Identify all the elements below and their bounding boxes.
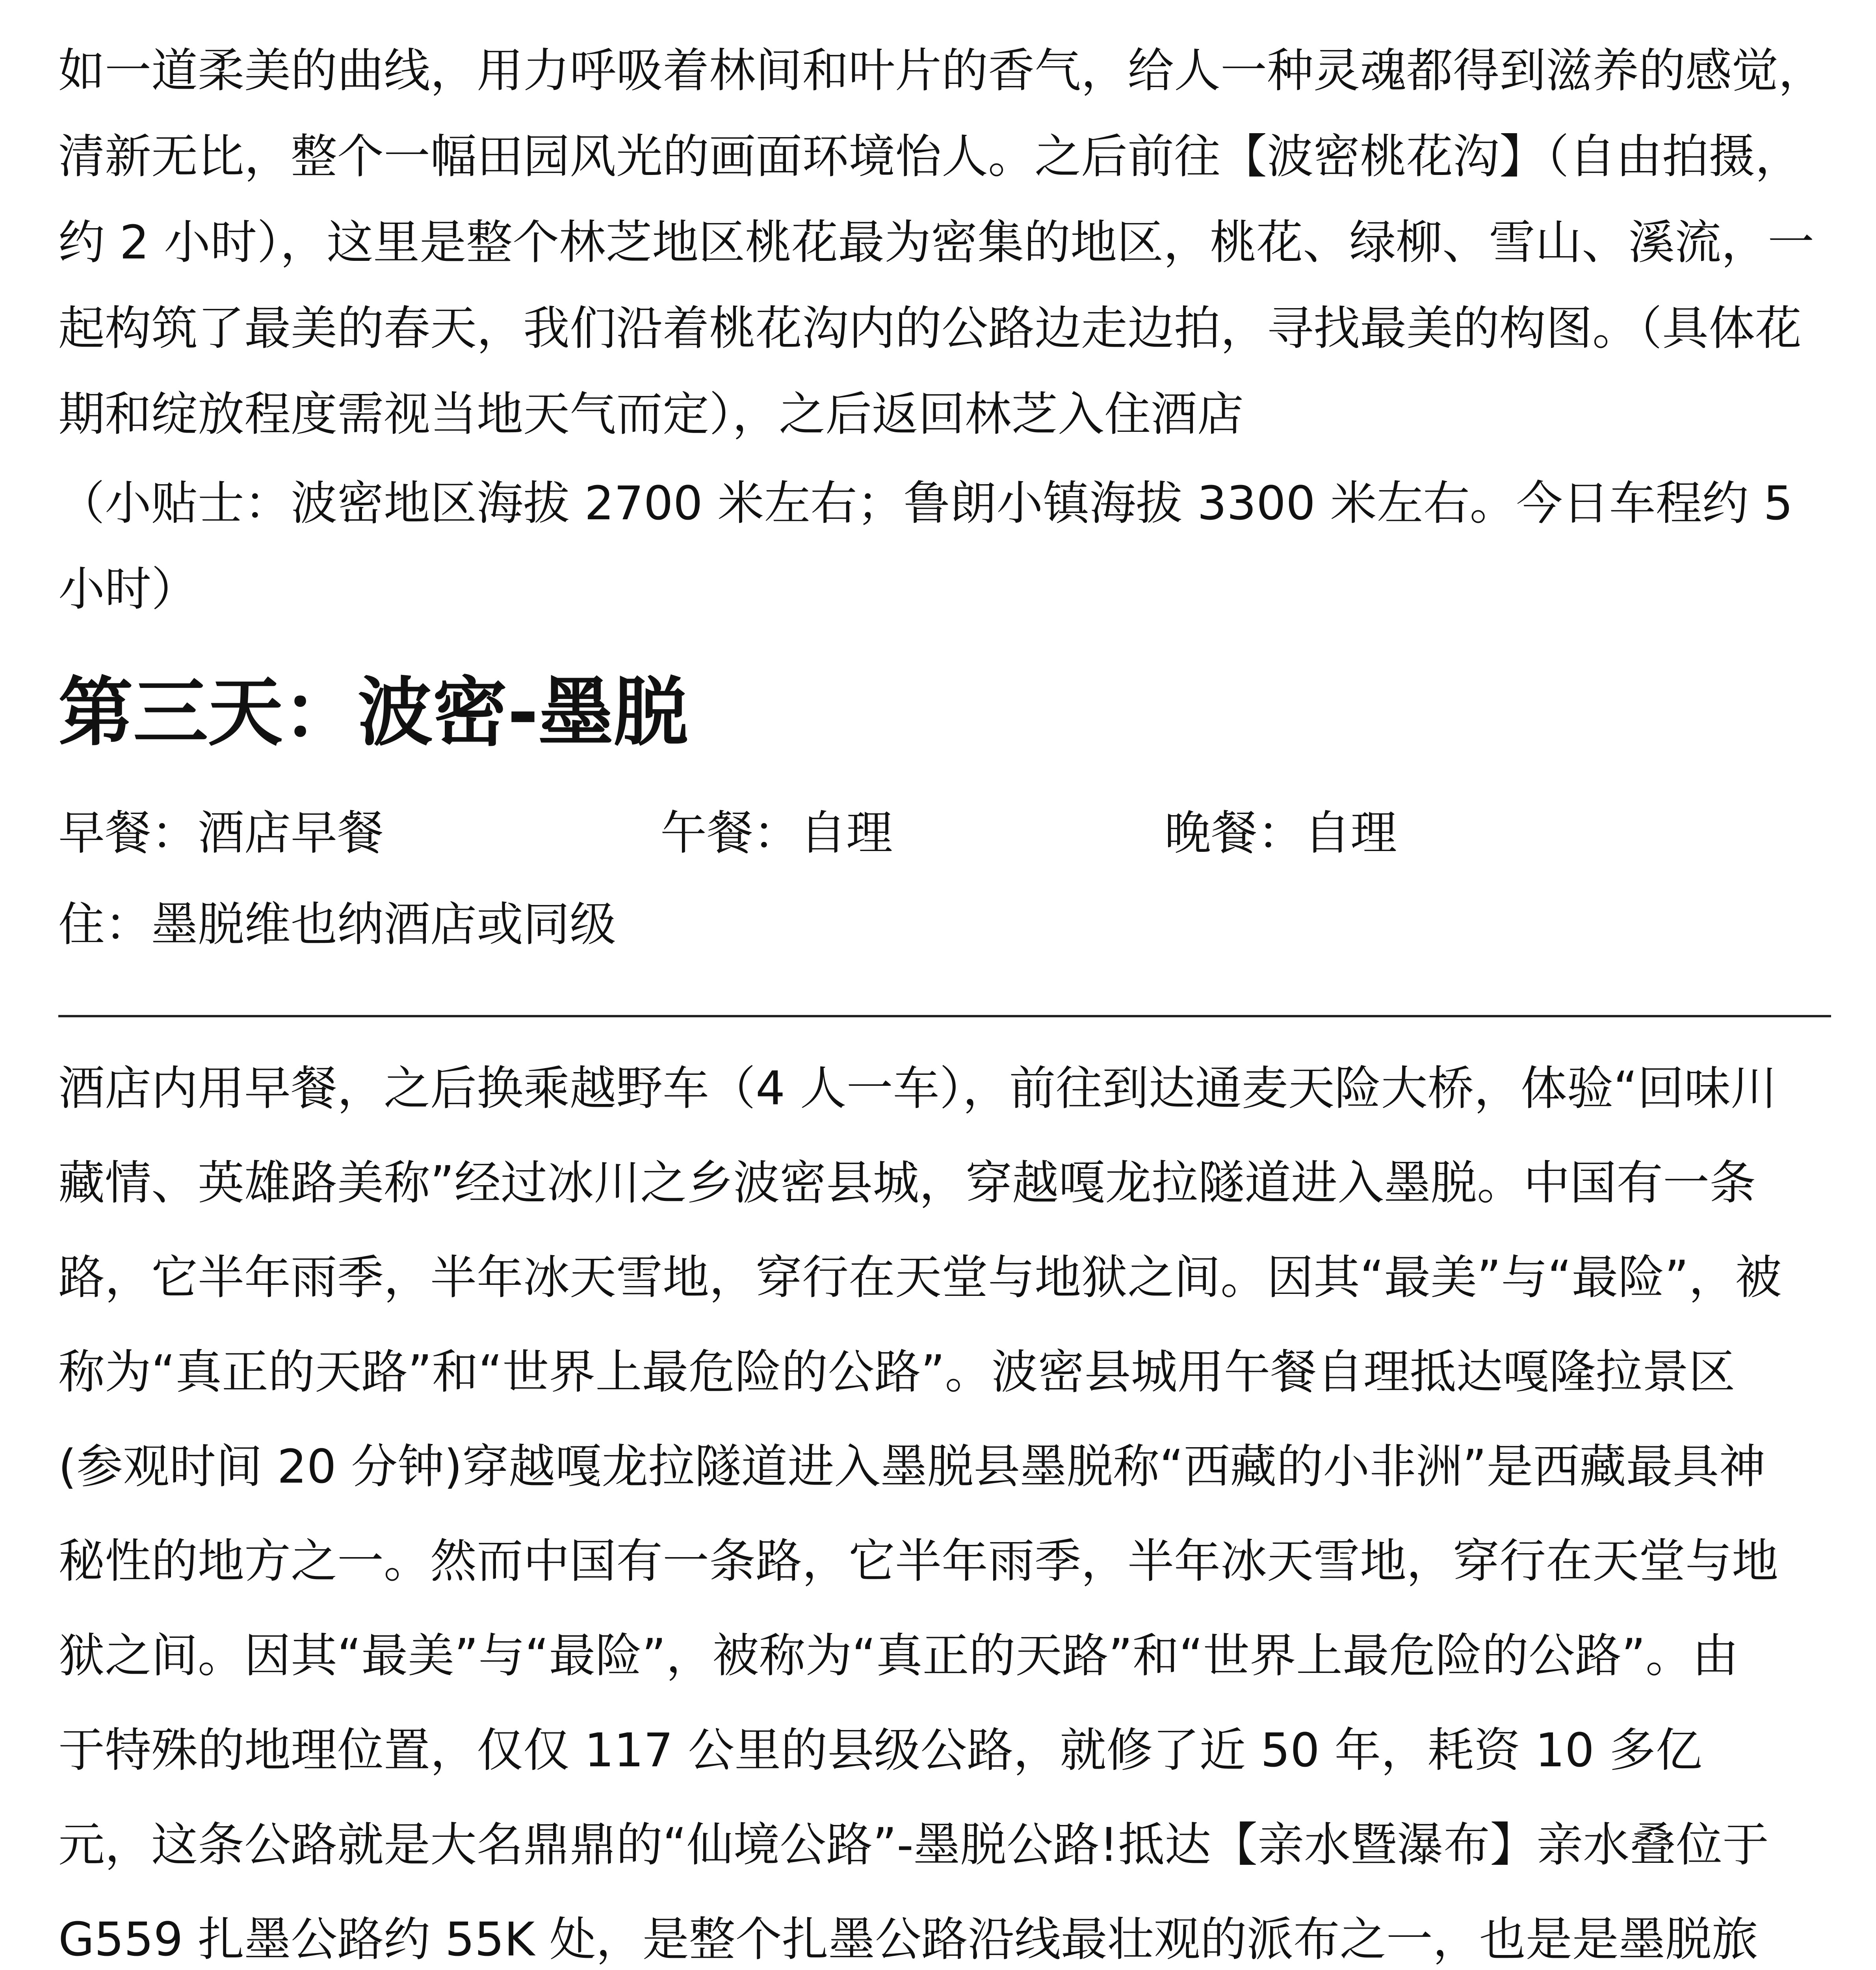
dinner-info: 晚餐：自理	[1165, 806, 1397, 860]
accommodation-info: 住：墨脱维也纳酒店或同级	[58, 897, 617, 952]
lunch-info: 午餐：自理	[660, 806, 893, 860]
breakfast-info: 早餐：酒店早餐	[58, 806, 384, 860]
meal-info	[58, 790, 1831, 876]
day-title: 第三天：波密-墨脱	[58, 669, 688, 756]
section-divider	[58, 1015, 1831, 1017]
intro-paragraph: 如一道柔美的曲线，用力呼吸着林间和叶片的香气，给人一种灵魂都得到滋养的感觉，清新无比，整个一幅田园风光的画面环境怡人。之后前往【波密桃花沟】（自由拍摄，约 2 小时），这里是整个林芝地区桃花最为密集的地区，桃花、绿柳、雪山、溪流，一起构筑了最美的春天，我们沿着桃花沟内的公路边走边拍，寻找最美的构图。（具体花期和绽放程度需视当地天气而定），之后返回林芝入住酒店	[58, 43, 1825, 441]
travel-tip: （小贴士：波密地区海拔 2700 米左右；鲁朗小镇海拔 3300 米左右。今日车程约 5 小时）	[58, 476, 1808, 616]
day-description: 酒店内用早餐，之后换乘越野车（4 人一车），前往到达通麦天险大桥，体验“回味川藏情、英雄路美称”经过冰川之乡波密县城，穿越嘎龙拉隧道进入墨脱。中国有一条路，它半年雨季，半年冰天雪地，穿行在天堂与地狱之间。因其“最美”与“最险”，被称为“真正的天路”和“世界上最危险的公路”。波密县城用午餐自理抵达嘎隆拉景区(参观时间 20 分钟)穿越嘎龙拉隧道进入墨脱县墨脱称“西藏的小非洲”是西藏最具神秘性的地方之一。然而中国有一条路，它半年雨季，半年冰天雪地，穿行在天堂与地狱之间。因其“最美”与“最险”，被称为“真正的天路”和“世界上最危险的公路”。由于特殊的地理位置，仅仅 117 公里的县级公路，就修了近 50 年，耗资 10 多亿元，这条公路就是大名鼎鼎的“仙境公路”-墨脱公路!抵达【亲水暨瀑布】亲水叠位于 G559 扎墨公路约 55K 处，是整个扎墨公路沿线最壮观的派布之一，也是是墨脱旅	[58, 1061, 1782, 1966]
document-page	[58, 28, 1831, 1970]
